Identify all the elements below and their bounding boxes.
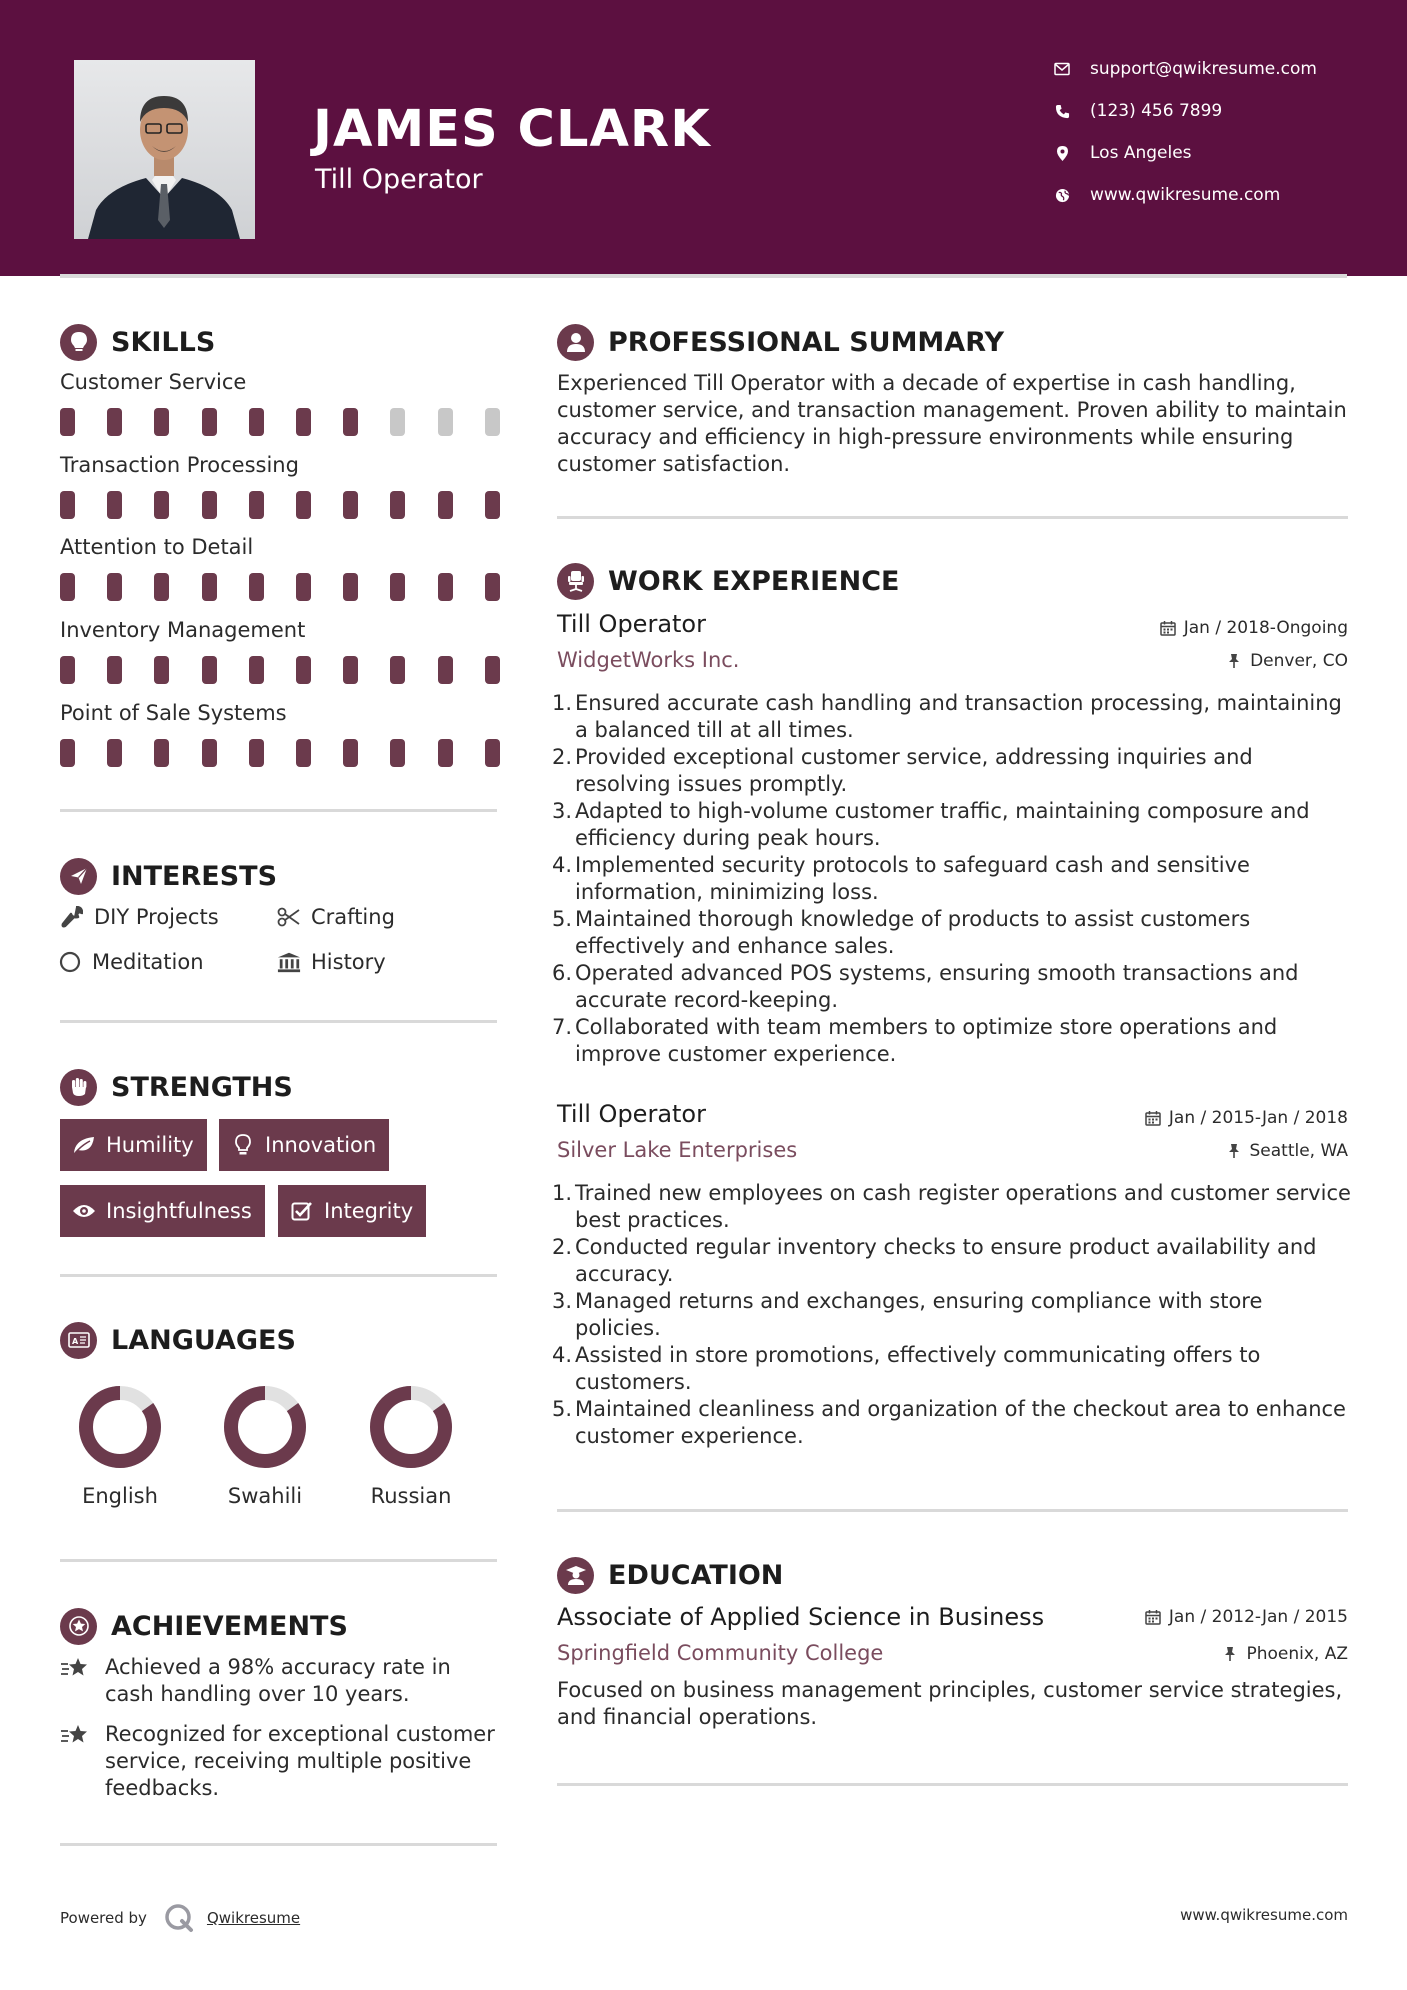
section-divider <box>557 516 1348 519</box>
strengths-heading: STRENGTHS <box>60 1067 293 1107</box>
strength-tag: Humility <box>60 1119 207 1171</box>
skill-dot-filled <box>202 573 217 601</box>
interests-heading: INTERESTS <box>60 856 277 896</box>
skill-dot-filled <box>60 656 75 684</box>
responsibility-item: 3. Adapted to high-volume customer traffic, maintaining composure and efficiency during peak hours. <box>552 799 1310 850</box>
section-divider <box>557 1509 1348 1512</box>
eye-icon <box>72 1199 96 1223</box>
responsibility-item: 1. Ensured accurate cash handling and transaction processing, maintaining a balanced till at all times. <box>552 691 1342 742</box>
achievement-text: Achieved a 98% accuracy rate in cash handling over 10 years. <box>105 1655 451 1706</box>
responsibility-item: 4. Assisted in store promotions, effectively communicating offers to customers. <box>552 1343 1261 1394</box>
interest-item: History <box>277 947 386 977</box>
languages-heading: A LANGUAGES <box>60 1320 296 1360</box>
skill-name: Inventory Management <box>60 618 306 642</box>
education-dates: Jan / 2012-Jan / 2015 <box>1145 1607 1348 1627</box>
skill-dot-filled <box>249 656 264 684</box>
school-name: Springfield Community College <box>557 1641 884 1665</box>
skill-dot-filled <box>296 573 311 601</box>
responsibility-item: 3. Managed returns and exchanges, ensuring compliance with store policies. <box>552 1289 1263 1340</box>
summary-heading: PROFESSIONAL SUMMARY <box>557 322 1004 362</box>
museum-icon <box>277 950 301 974</box>
map-pin-icon <box>1053 144 1071 162</box>
contact-email[interactable]: support@qwikresume.com <box>1053 54 1383 84</box>
skill-dot-filled <box>202 656 217 684</box>
skill-level-bar <box>60 739 500 767</box>
job-location: Denver, CO <box>1226 651 1348 671</box>
skill-dot-filled <box>202 408 217 436</box>
skill-dot-filled <box>485 491 500 519</box>
scissors-icon <box>277 905 301 929</box>
responsibility-item: 5. Maintained cleanliness and organization of the checkout area to enhance customer experience. <box>552 1397 1346 1448</box>
language-proficiency-ring <box>363 1379 459 1475</box>
graduate-icon <box>557 1557 594 1594</box>
responsibility-item: 4. Implemented security protocols to safeguard cash and sensitive information, minimizing loss. <box>552 853 1250 904</box>
star-badge-icon <box>60 1608 97 1645</box>
pushpin-icon <box>1226 653 1242 669</box>
lightbulb-icon <box>60 324 97 361</box>
skill-dot-filled <box>485 573 500 601</box>
job-title: Till Operator <box>557 610 706 638</box>
job-location: Seattle, WA <box>1226 1141 1349 1161</box>
job-responsibilities <box>552 690 1352 1068</box>
degree-title: Associate of Applied Science in Business <box>557 1603 1045 1631</box>
calendar-icon <box>1160 620 1176 636</box>
skill-dot-empty <box>390 408 405 436</box>
skill-dot-filled <box>390 491 405 519</box>
skill-level-bar <box>60 656 500 684</box>
skill-dot-filled <box>249 491 264 519</box>
candidate-title: Till Operator <box>315 164 483 195</box>
skill-dot-filled <box>107 656 122 684</box>
language-item <box>60 1379 180 1508</box>
skill-dot-filled <box>249 408 264 436</box>
shooting-star-icon <box>60 1654 90 1682</box>
job-responsibilities <box>552 1180 1352 1450</box>
skill-dot-filled <box>438 491 453 519</box>
skill-dot-filled <box>107 739 122 767</box>
job-dates: Jan / 2018-Ongoing <box>1160 618 1348 638</box>
skill-dot-filled <box>249 573 264 601</box>
phone-icon <box>1053 102 1071 120</box>
profile-photo <box>74 60 255 239</box>
achievement-item <box>60 1721 500 1805</box>
resume-header <box>0 0 1407 276</box>
raised-fist-icon <box>60 1069 97 1106</box>
skill-name: Transaction Processing <box>60 453 299 477</box>
skill-dot-filled <box>390 739 405 767</box>
contact-phone[interactable]: (123) 456 7899 <box>1053 96 1383 126</box>
skill-dot-filled <box>343 739 358 767</box>
lightbulb-icon <box>231 1133 255 1157</box>
achievement-text: Recognized for exceptional customer service, receiving multiple positive feedbacks. <box>105 1722 495 1800</box>
responsibility-item: 6. Operated advanced POS systems, ensuring smooth transactions and accurate record-keeping. <box>552 961 1299 1012</box>
company-name: Silver Lake Enterprises <box>557 1138 798 1162</box>
education-description: Focused on business management principles, customer service strategies, and financial operations. <box>557 1678 1343 1729</box>
responsibility-item: 2. Conducted regular inventory checks to ensure product availability and accuracy. <box>552 1235 1317 1286</box>
skill-dot-filled <box>343 408 358 436</box>
achievement-item <box>60 1654 500 1710</box>
section-divider <box>60 1020 497 1023</box>
svg-text:A: A <box>71 1337 78 1346</box>
skill-level-bar <box>60 408 500 436</box>
interest-item: Crafting <box>277 902 395 932</box>
skill-dot-filled <box>296 656 311 684</box>
skill-dot-filled <box>296 491 311 519</box>
skill-dot-filled <box>343 656 358 684</box>
wrench-icon <box>60 905 84 929</box>
education-location: Phoenix, AZ <box>1222 1644 1348 1664</box>
candidate-name: JAMES CLARK <box>313 100 711 159</box>
calendar-icon <box>1145 1110 1161 1126</box>
contact-location: Los Angeles <box>1053 138 1383 168</box>
skill-dot-filled <box>296 408 311 436</box>
strength-tag: Insightfulness <box>60 1185 265 1237</box>
skill-dot-filled <box>154 491 169 519</box>
qwikresume-link[interactable]: Qwikresume <box>206 1909 301 1927</box>
language-name: English <box>82 1484 158 1508</box>
section-divider <box>60 1274 497 1277</box>
skill-dot-filled <box>390 573 405 601</box>
skill-dot-filled <box>107 491 122 519</box>
company-name: WidgetWorks Inc. <box>557 648 740 672</box>
skill-dot-filled <box>296 739 311 767</box>
calendar-icon <box>1145 1609 1161 1625</box>
skill-level-bar <box>60 573 500 601</box>
office-chair-icon <box>557 563 594 600</box>
job-dates: Jan / 2015-Jan / 2018 <box>1145 1108 1348 1128</box>
skill-dot-filled <box>107 573 122 601</box>
job-title: Till Operator <box>557 1100 706 1128</box>
globe-icon <box>1053 186 1071 204</box>
responsibility-item: 2. Provided exceptional customer service, addressing inquiries and resolving issues promptly. <box>552 745 1253 796</box>
pushpin-icon <box>1222 1646 1238 1662</box>
skill-dot-filled <box>485 656 500 684</box>
skill-name: Customer Service <box>60 370 247 394</box>
pushpin-icon <box>1226 1143 1242 1159</box>
section-divider <box>557 1783 1348 1786</box>
skill-name: Attention to Detail <box>60 535 254 559</box>
skill-dot-filled <box>60 739 75 767</box>
summary-text: Experienced Till Operator with a decade of expertise in cash handling, customer service, and transaction management. Proven ability to maintain accuracy and efficiency in high-pressure environments while ensuring customer satisfaction. <box>557 371 1347 476</box>
footer-website-link[interactable]: www.qwikresume.com <box>1180 1906 1348 1924</box>
skill-dot-filled <box>438 573 453 601</box>
header-divider <box>60 274 1347 278</box>
strength-tag: Integrity <box>278 1185 426 1237</box>
skill-dot-filled <box>485 739 500 767</box>
language-name: Russian <box>370 1484 452 1508</box>
interest-item: DIY Projects <box>60 902 219 932</box>
language-item <box>351 1379 471 1508</box>
circle-icon <box>58 950 82 974</box>
shooting-star-icon <box>60 1721 90 1749</box>
language-name: Swahili <box>227 1484 303 1508</box>
checkbox-icon <box>290 1199 314 1223</box>
language-proficiency-ring <box>217 1379 313 1475</box>
skill-dot-filled <box>154 408 169 436</box>
skill-dot-filled <box>60 491 75 519</box>
language-item <box>205 1379 325 1508</box>
skill-level-bar <box>60 491 500 519</box>
strength-tag: Innovation <box>219 1119 389 1171</box>
section-divider <box>60 809 497 812</box>
envelope-icon <box>1053 60 1071 78</box>
responsibility-item: 5. Maintained thorough knowledge of products to assist customers effectively and enhance sales. <box>552 907 1251 958</box>
education-heading: EDUCATION <box>557 1555 783 1595</box>
skill-dot-empty <box>438 408 453 436</box>
achievements-heading: ACHIEVEMENTS <box>60 1606 348 1646</box>
leaf-icon <box>72 1133 96 1157</box>
paper-plane-icon <box>60 858 97 895</box>
skill-dot-filled <box>390 656 405 684</box>
responsibility-item: 1. Trained new employees on cash register operations and customer service best practices. <box>552 1181 1351 1232</box>
skill-dot-filled <box>60 573 75 601</box>
language-proficiency-ring <box>72 1379 168 1475</box>
contact-website[interactable]: www.qwikresume.com <box>1053 180 1383 210</box>
skill-name: Point of Sale Systems <box>60 701 287 725</box>
skill-dot-filled <box>343 573 358 601</box>
interest-item: Meditation <box>58 947 204 977</box>
skill-dot-filled <box>438 739 453 767</box>
footer-powered-by: Powered by Qwikresume <box>60 1902 300 1934</box>
user-icon <box>557 324 594 361</box>
qwikresume-logo-icon <box>163 1902 195 1934</box>
skill-dot-filled <box>438 656 453 684</box>
section-divider <box>60 1843 497 1846</box>
skill-dot-filled <box>154 739 169 767</box>
experience-heading: WORK EXPERIENCE <box>557 561 899 601</box>
skill-dot-filled <box>202 739 217 767</box>
responsibility-item: 7. Collaborated with team members to optimize store operations and improve customer experience. <box>552 1015 1278 1066</box>
skill-dot-filled <box>249 739 264 767</box>
skill-dot-empty <box>485 408 500 436</box>
skill-dot-filled <box>154 656 169 684</box>
skill-dot-filled <box>107 408 122 436</box>
skills-heading: SKILLS <box>60 322 215 362</box>
skill-dot-filled <box>202 491 217 519</box>
section-divider <box>60 1559 497 1562</box>
skill-dot-filled <box>60 408 75 436</box>
language-card-icon <box>60 1322 97 1359</box>
skill-dot-filled <box>343 491 358 519</box>
skill-dot-filled <box>154 573 169 601</box>
